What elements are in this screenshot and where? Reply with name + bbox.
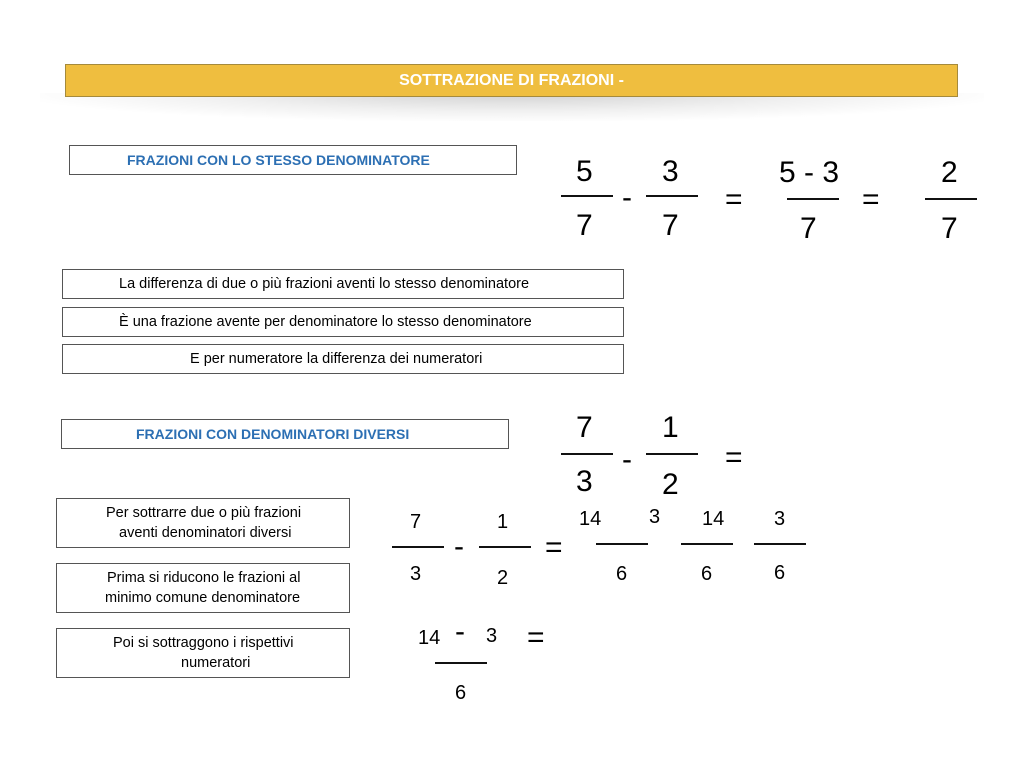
s2-b-num: 1 — [662, 411, 679, 444]
st2-eq: = — [545, 531, 563, 564]
s1-b-den: 7 — [662, 209, 679, 242]
st2-e-bar — [754, 543, 806, 545]
step-box-1 — [56, 498, 350, 548]
st3-bar — [435, 662, 487, 664]
s1-a-den: 7 — [576, 209, 593, 242]
rule-text-3: E per numeratore la differenza dei numeratori — [190, 351, 483, 367]
s1-r-den: 7 — [941, 212, 958, 245]
step2-line1: Prima si riducono le frazioni al — [107, 570, 301, 586]
st2-a-num: 7 — [410, 511, 422, 533]
rule-text-2: È una frazione avente per denominatore lo stesso denominatore — [119, 314, 532, 330]
st3-eq: = — [527, 621, 545, 654]
s1-a-num: 5 — [576, 155, 593, 188]
st2-d-den: 6 — [701, 563, 713, 585]
st3-minus: - — [455, 615, 465, 648]
s1-r-num: 2 — [941, 156, 958, 189]
page-title: SOTTRAZIONE DI FRAZIONI - — [65, 64, 958, 97]
step-box-2 — [56, 563, 350, 613]
st2-d-bar — [681, 543, 733, 545]
st3-den: 6 — [455, 682, 467, 704]
title-shadow — [40, 93, 984, 121]
s2-b-bar — [646, 453, 698, 455]
section2-header-text: FRAZIONI CON DENOMINATORI DIVERSI — [136, 426, 410, 442]
st3-b-num: 3 — [486, 625, 498, 647]
st2-a-bar — [392, 546, 444, 548]
step-box-3 — [56, 628, 350, 678]
st2-b-num: 1 — [497, 511, 509, 533]
s2-eq: = — [725, 441, 743, 474]
s1-c-num: 5 - 3 — [779, 156, 840, 189]
st2-b-bar — [479, 546, 531, 548]
step2-line2: minimo comune denominatore — [105, 590, 301, 606]
step3-line2: numeratori — [181, 655, 251, 671]
s2-a-num: 7 — [576, 411, 593, 444]
s1-eq1: = — [725, 183, 743, 216]
s1-eq2: = — [862, 183, 880, 216]
step1-line2: aventi denominatori diversi — [119, 525, 292, 541]
s1-b-bar — [646, 195, 698, 197]
st3-a-num: 14 — [418, 627, 441, 649]
s1-c-den: 7 — [800, 212, 817, 245]
rule-box-3 — [62, 344, 624, 374]
s2-b-den: 2 — [662, 468, 679, 501]
s1-r-bar — [925, 198, 977, 200]
s1-a-bar — [561, 195, 613, 197]
section2-header — [61, 419, 509, 449]
s1-b-num: 3 — [662, 155, 679, 188]
s1-minus: - — [622, 181, 632, 214]
st2-c-den: 6 — [616, 563, 628, 585]
st2-b-den: 2 — [497, 567, 509, 589]
st2-d-num: 14 — [702, 508, 725, 530]
st2-c-bar — [596, 543, 648, 545]
rule-box-2 — [62, 307, 624, 337]
s2-a-den: 3 — [576, 465, 593, 498]
rule-text-1: La differenza di due o più frazioni aventi lo stesso denominatore — [119, 276, 530, 292]
st2-minus: - — [454, 530, 464, 563]
st2-c-extra: 3 — [649, 506, 661, 528]
st2-e-den: 6 — [774, 562, 786, 584]
step1-line1: Per sottrarre due o più frazioni — [106, 505, 302, 521]
step3-line1: Poi si sottraggono i rispettivi — [113, 635, 294, 651]
section1-header-text: FRAZIONI CON LO STESSO DENOMINATORE — [127, 152, 430, 168]
st2-a-den: 3 — [410, 563, 422, 585]
s1-c-bar — [787, 198, 839, 200]
s2-minus: - — [622, 443, 632, 476]
st2-c-num: 14 — [579, 508, 602, 530]
st2-e-num: 3 — [774, 508, 786, 530]
s2-a-bar — [561, 453, 613, 455]
rule-box-1 — [62, 269, 624, 299]
section1-header — [69, 145, 517, 175]
